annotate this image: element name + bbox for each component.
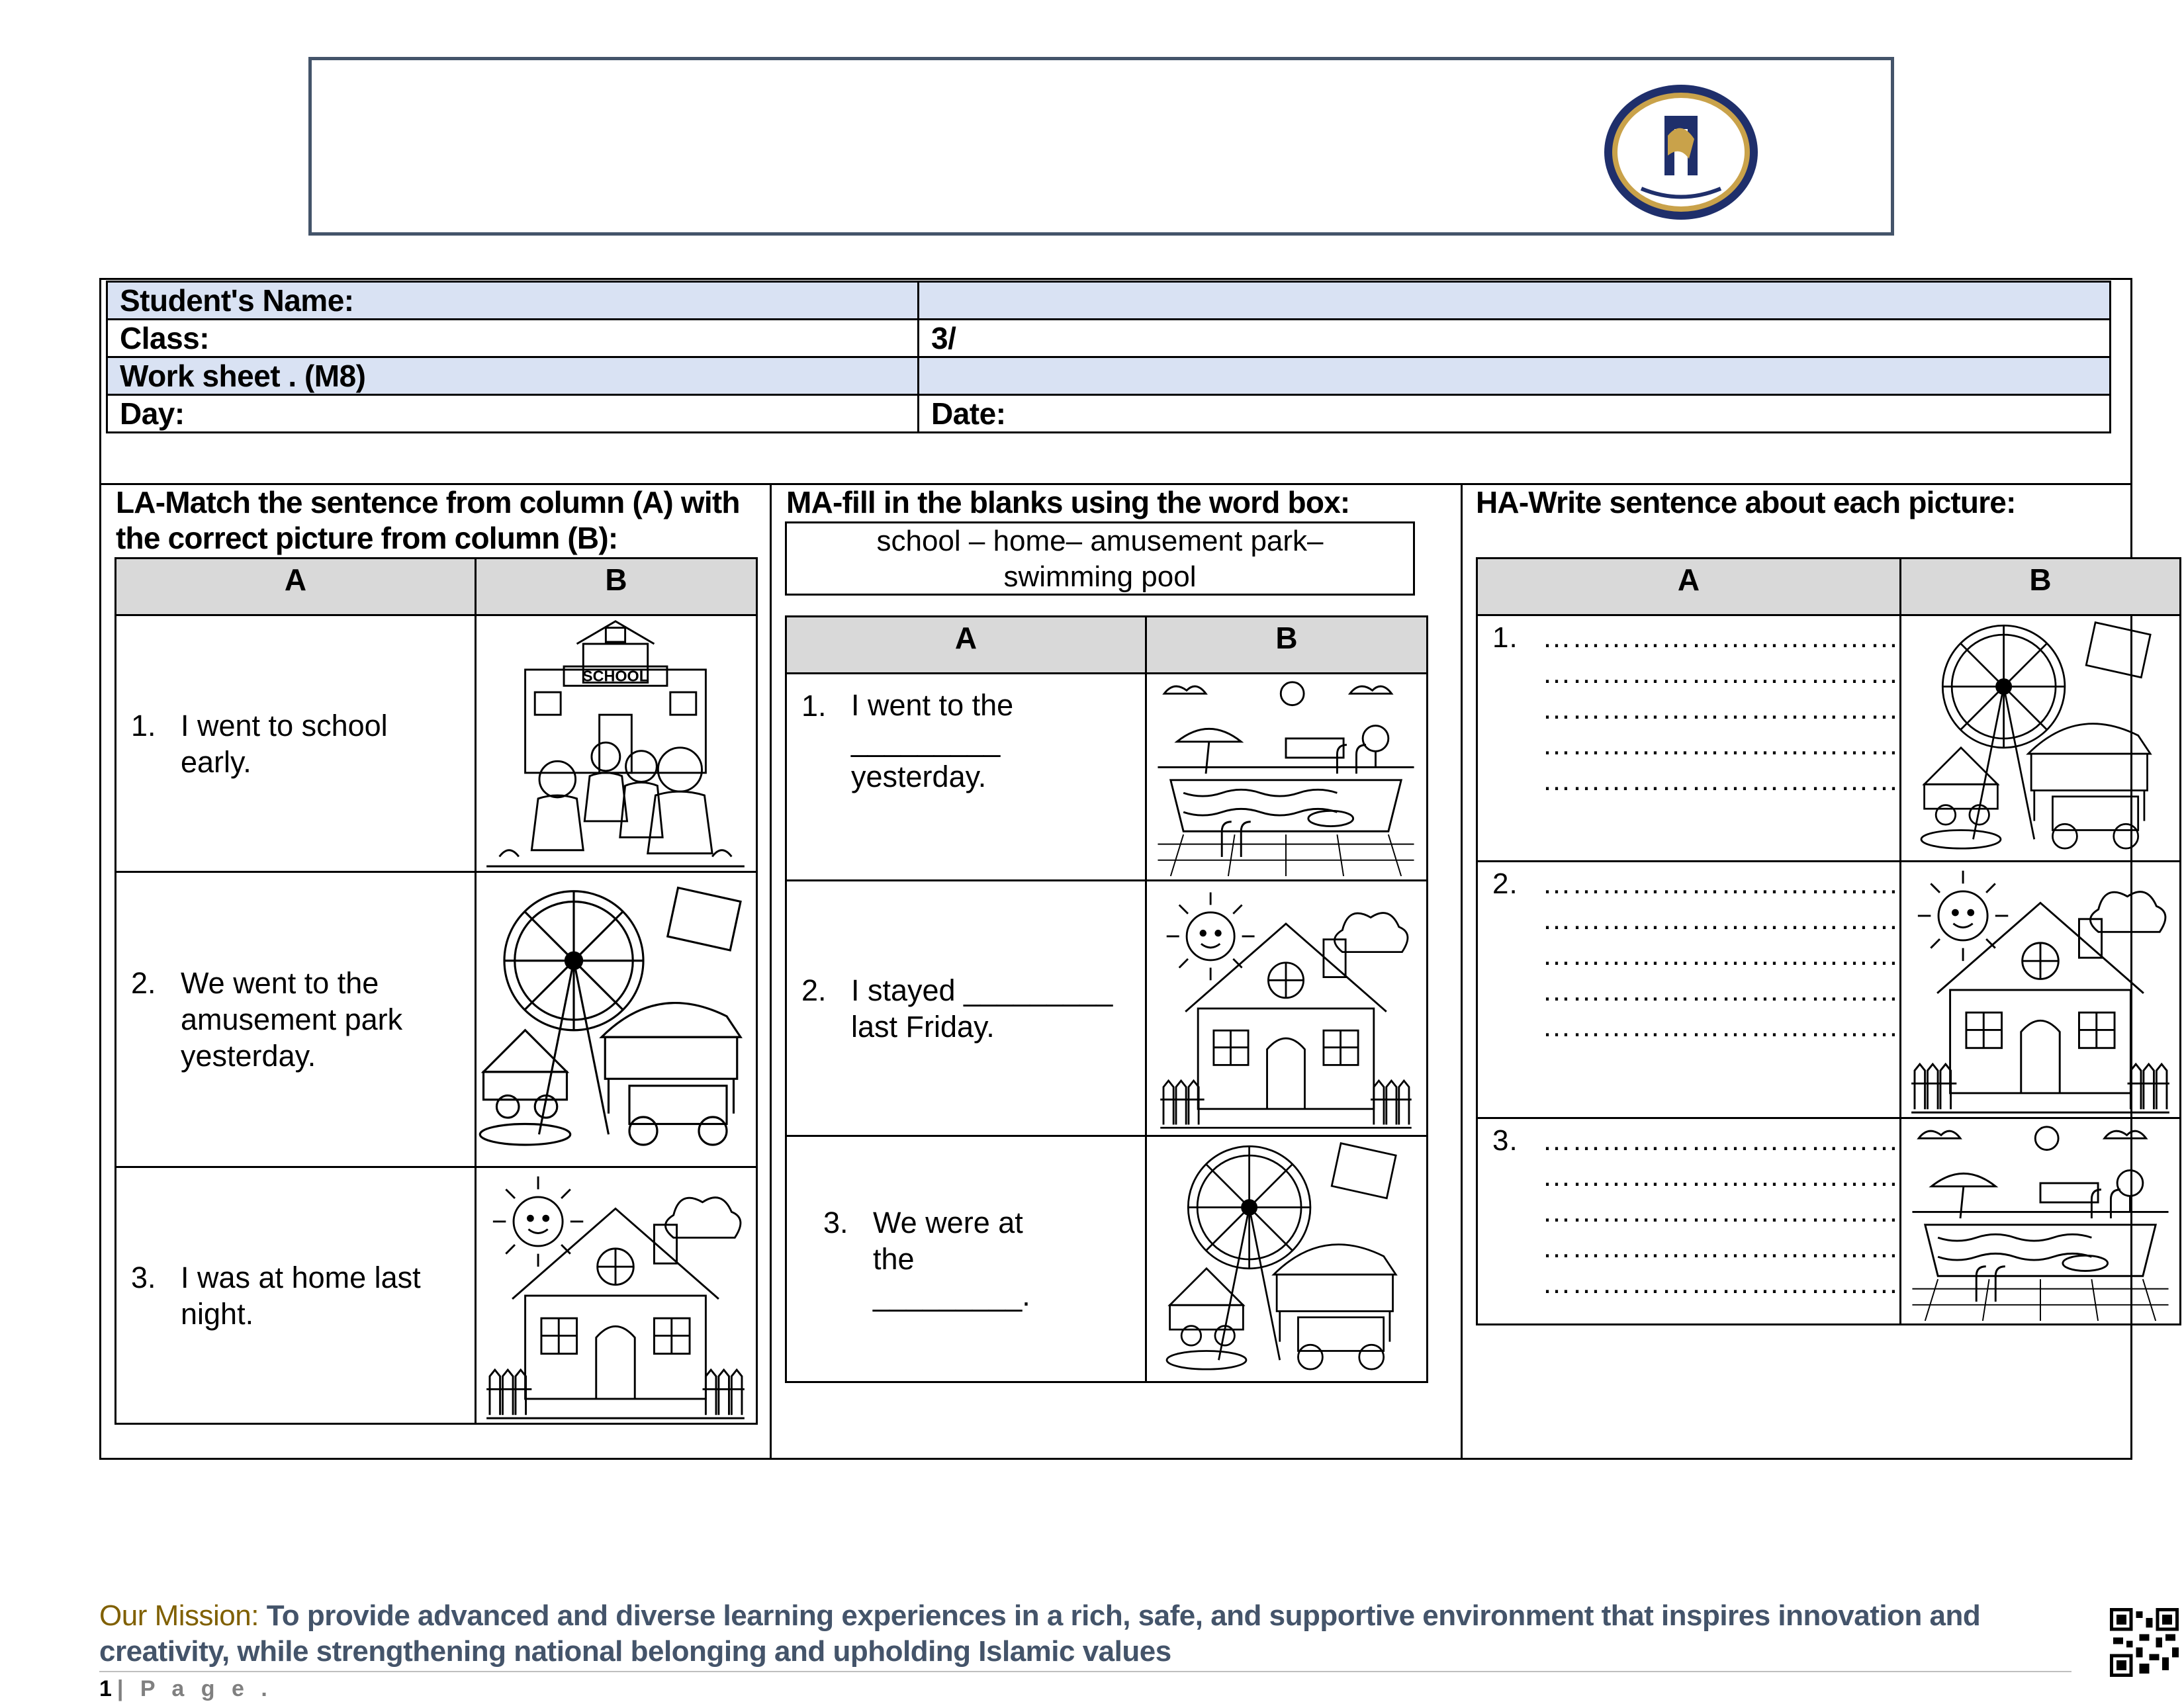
ma-sentence-2[interactable]: I stayed _________ last Friday. bbox=[851, 973, 1113, 1044]
ma-num: 1. bbox=[801, 689, 827, 723]
ha-picture-1 bbox=[1901, 615, 2181, 862]
worksheet-field bbox=[919, 357, 2111, 395]
ma-sentence-1[interactable]: I went to the _________ yesterday. bbox=[851, 688, 1014, 793]
la-sentence-3: I was at home last night. bbox=[181, 1260, 421, 1331]
page-label: | P a g e . bbox=[116, 1676, 273, 1701]
ha-writing-lines-3[interactable]: ……………………………… ……………………………… ……………………………… ……………………………… ……………………………… bbox=[1542, 1124, 1899, 1300]
la-row-1 bbox=[116, 615, 476, 872]
ma-title: MA-fill in the blanks using the word box: bbox=[786, 485, 1350, 519]
la-num: 3. bbox=[131, 1260, 156, 1294]
ma-row-3 bbox=[786, 1136, 1146, 1382]
ha-row-2 bbox=[1477, 862, 1901, 1118]
la-col-a: A bbox=[116, 559, 476, 615]
column-divider bbox=[1461, 483, 1463, 1460]
la-picture-3[interactable] bbox=[476, 1167, 757, 1424]
la-col-b: B bbox=[476, 559, 757, 615]
la-num: 1. bbox=[131, 708, 156, 742]
ma-table bbox=[785, 615, 1428, 1383]
mission-statement bbox=[99, 1598, 2071, 1670]
swimming-pool-icon bbox=[1901, 1122, 2179, 1321]
la-picture-2[interactable] bbox=[476, 872, 757, 1167]
word-box: school – home– amusement park– swimming pool bbox=[785, 521, 1415, 596]
ha-picture-3 bbox=[1901, 1118, 2181, 1325]
mission-label: Our Mission: bbox=[99, 1599, 259, 1632]
house-icon bbox=[1901, 864, 2179, 1116]
page-number bbox=[99, 1676, 273, 1702]
name-field[interactable] bbox=[919, 282, 2111, 320]
ha-writing-lines-2[interactable]: ……………………………… ……………………………… ……………………………… ……………………………… ……………………………… bbox=[1542, 868, 1899, 1043]
ma-col-b: B bbox=[1146, 617, 1428, 674]
ha-row-1 bbox=[1477, 615, 1901, 862]
ma-row-1 bbox=[786, 674, 1146, 881]
ma-num: 3. bbox=[823, 1206, 848, 1239]
ma-row-2 bbox=[786, 881, 1146, 1136]
ha-row-3 bbox=[1477, 1118, 1901, 1325]
la-row-2 bbox=[116, 872, 476, 1167]
la-num: 2. bbox=[131, 966, 156, 1000]
student-info-table bbox=[106, 281, 2111, 433]
amusement-park-icon bbox=[1147, 1140, 1425, 1378]
ma-picture-3 bbox=[1146, 1136, 1428, 1382]
name-label: Student's Name: bbox=[107, 282, 919, 320]
la-table bbox=[114, 557, 758, 1425]
school-icon bbox=[477, 618, 754, 870]
ha-writing-lines-1[interactable]: ……………………………… ……………………………… ……………………………… ……………………………… ……………………………… bbox=[1542, 621, 1899, 797]
la-title: LA-Match the sentence from column (A) with the correct picture from column (B): bbox=[116, 485, 740, 555]
class-field[interactable]: 3/ bbox=[919, 320, 2111, 357]
footer-rule bbox=[99, 1671, 2071, 1672]
la-picture-1[interactable] bbox=[476, 615, 757, 872]
qr-code-icon bbox=[2110, 1608, 2179, 1677]
column-divider bbox=[770, 483, 772, 1460]
ha-col-b: B bbox=[1901, 559, 2181, 615]
ha-num: 3. bbox=[1492, 1124, 1518, 1157]
ma-col-a: A bbox=[786, 617, 1146, 674]
ha-title: HA-Write sentence about each picture: bbox=[1476, 485, 2016, 519]
ha-num: 1. bbox=[1492, 621, 1518, 654]
swimming-pool-icon bbox=[1147, 678, 1425, 876]
la-sentence-2: We went to the amusement park yesterday. bbox=[181, 966, 403, 1073]
ha-num: 2. bbox=[1492, 868, 1518, 900]
day-label[interactable]: Day: bbox=[107, 395, 919, 433]
ma-picture-1 bbox=[1146, 674, 1428, 881]
la-sentence-1: I went to school early. bbox=[181, 708, 388, 779]
ma-num: 2. bbox=[801, 973, 827, 1007]
ma-sentence-3[interactable]: We were at the _________. bbox=[873, 1206, 1030, 1312]
date-label[interactable]: Date: bbox=[919, 395, 2111, 433]
house-icon bbox=[477, 1170, 754, 1421]
ma-picture-2 bbox=[1146, 881, 1428, 1136]
amusement-park-icon bbox=[1901, 619, 2179, 858]
ha-col-a: A bbox=[1477, 559, 1901, 615]
la-row-3 bbox=[116, 1167, 476, 1424]
class-label: Class: bbox=[107, 320, 919, 357]
worksheet-label: Work sheet . (M8) bbox=[107, 357, 919, 395]
house-icon bbox=[1147, 886, 1425, 1131]
amusement-park-icon bbox=[477, 877, 754, 1162]
ha-picture-2 bbox=[1901, 862, 2181, 1118]
page-num-value: 1 bbox=[99, 1676, 117, 1701]
school-logo-icon bbox=[1602, 83, 1760, 222]
mission-text: To provide advanced and diverse learning experiences in a rich, safe, and supportive environment that inspires innovation and creativity, while strengthening national belonging and upholding Islamic values bbox=[99, 1599, 1981, 1668]
ha-table bbox=[1476, 557, 2181, 1325]
